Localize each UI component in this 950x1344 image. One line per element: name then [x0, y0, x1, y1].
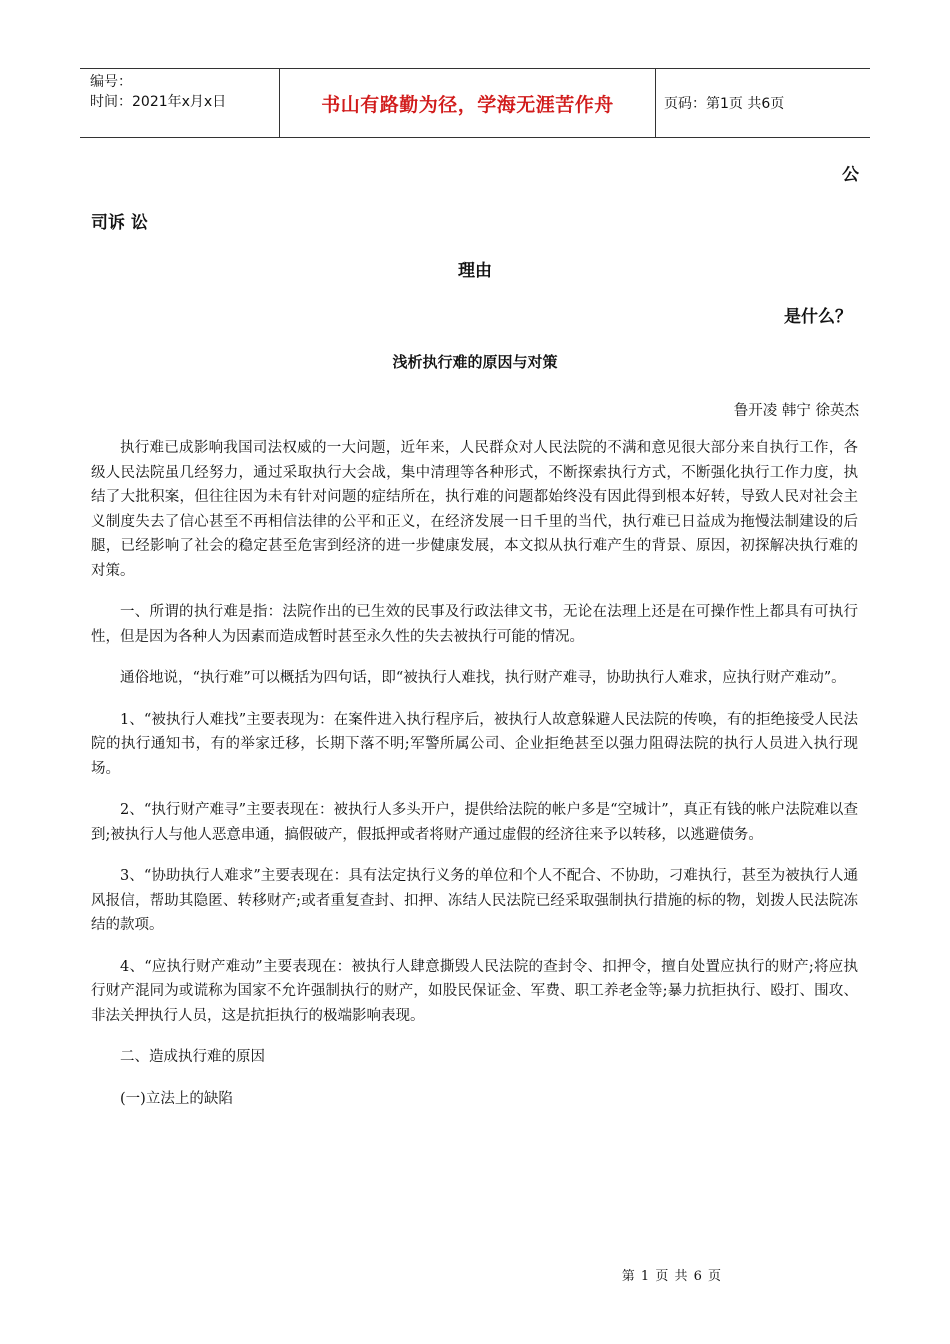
header-meta	[80, 69, 280, 137]
title-fragment-4: 是什么？	[784, 307, 852, 327]
paragraph: 执行难已成影响我国司法权威的一大问题，近年来，人民群众对人民法院的不满和意见很大部分来自执行工作，各级人民法院虽几经努力，通过采取执行大会战，集中清理等各种形式，不断探索执行方式，不断强化执行工作力度，执结了大批积案，但往往因为未有针对问题的症结所在，执行难的问题都始终没有因此得到根本好转，导致人民对社会主义制度失去了信心甚至不再相信法律的公平和正义，在经济发展一日千里的当代，执行难已日益成为拖慢法制建设的后腿，已经影响了社会的稳定甚至危害到经济的进一步健康发展，本文拟从执行难产生的背景、原因，初探解决执行难的对策。	[91, 440, 858, 579]
article-authors: 鲁开凌 韩宁 徐英杰	[733, 403, 859, 419]
paragraph: 4、“应执行财产难动”主要表现在：被执行人肆意撕毁人民法院的查封令、扣押令，擅自处置应执行的财产;将应执行财产混同为或谎称为国家不允许强制执行的财产，如股民保证金、军费、职工养老金等;暴力抗拒执行、殴打、围攻、非法关押执行人员，这是抗拒执行的极端影响表现。	[91, 958, 858, 1024]
page-footer: 第 1 页 共 6 页	[621, 1269, 722, 1284]
title-fragment-1: 公	[842, 165, 859, 185]
document-header	[80, 68, 870, 138]
title-fragment-3: 理由	[458, 261, 492, 281]
paragraph: 一、所谓的执行难是指：法院作出的已生效的民事及行政法律文书，无论在法理上还是在可操作性上都具有可执行性，但是因为各种人为因素而造成暂时甚至永久性的失去被执行可能的情况。	[91, 604, 858, 645]
paragraph: 通俗地说，“执行难”可以概括为四句话，即“被执行人难找，执行财产难寻，协助执行人难求，应执行财产难动”。	[120, 670, 846, 686]
paragraph: 1、“被执行人难找”主要表现为：在案件进入执行程序后，被执行人故意躲避人民法院的传唤，有的拒绝接受人民法院的执行通知书，有的举家迁移，长期下落不明;军警所属公司、企业拒绝甚至以强力阻碍法院的执行人员进入执行现场。	[91, 711, 858, 777]
section-heading: 二、造成执行难的原因	[120, 1049, 265, 1065]
article-body	[91, 436, 858, 1128]
article-subtitle: 浅析执行难的原因与对策	[392, 353, 558, 371]
title-fragment-2: 司诉 讼	[91, 213, 148, 233]
header-motto: 书山有路勤为径，学海无涯苦作舟	[280, 69, 656, 137]
subsection-heading: (一)立法上的缺陷	[120, 1090, 233, 1107]
number-label: 编号：	[90, 74, 132, 90]
paragraph: 3、“协助执行人难求”主要表现在：具有法定执行义务的单位和个人不配合、不协助，刁难执行，甚至为被执行人通风报信，帮助其隐匿、转移财产;或者重复查封、扣押、冻结人民法院已经采取强制执行措施的标的物，划拨人民法院冻结的款项。	[91, 868, 858, 933]
header-page-info: 页码：第1页 共6页	[664, 96, 785, 112]
paragraph: 2、“执行财产难寻”主要表现在：被执行人多头开户，提供给法院的帐户多是“空城计”，真正有钱的帐户法院难以查到;被执行人与他人恶意串通，搞假破产，假抵押或者将财产通过虚假的经济往来予以转移，以逃避债务。	[91, 802, 858, 843]
date-label: 时间：2021年x月x日	[90, 94, 227, 110]
